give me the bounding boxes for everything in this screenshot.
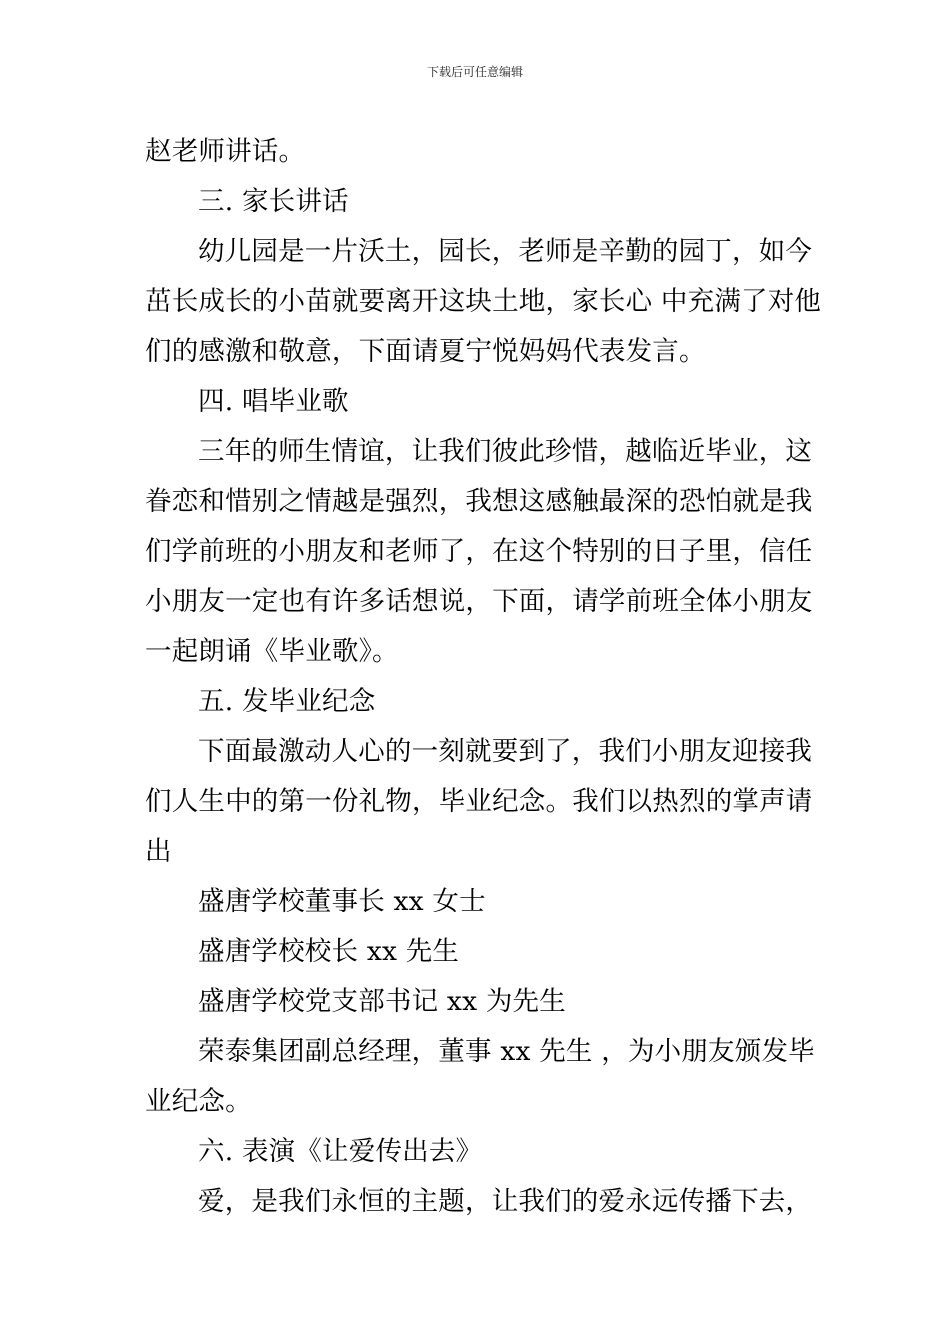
text-line: 幼儿园是一片沃土，园长，老师是辛勤的园丁，如今 bbox=[198, 236, 813, 267]
text-line: 们学前班的小朋友和老师了，在这个特别的日子里，信任 bbox=[145, 536, 813, 567]
text-line: 爱，是我们永恒的主题，让我们的爱永远传播下去， bbox=[198, 1186, 813, 1217]
guest-line: 荣泰集团副总经理，董事 xx 先生 ，为小朋友颁发毕 bbox=[198, 1036, 815, 1067]
text-line: 们的感激和敬意，下面请夏宁悦妈妈代表发言。 bbox=[145, 336, 706, 367]
text-line: 茁长成长的小苗就要离开这块土地，家长心 中充满了对他 bbox=[145, 286, 822, 317]
text-line: 眷恋和惜别之情越是强烈，我想这感触最深的恐怕就是我 bbox=[145, 486, 813, 517]
section-heading: 五. 发毕业纪念 bbox=[198, 686, 376, 717]
text-line: 业纪念。 bbox=[145, 1086, 252, 1117]
text-line: 赵老师讲话。 bbox=[145, 136, 306, 167]
section-heading: 六. 表演《让爱传出去》 bbox=[198, 1136, 483, 1167]
text-line: 三年的师生情谊，让我们彼此珍惜，越临近毕业，这 bbox=[198, 436, 813, 467]
text-line: 一起朗诵《毕业歌》。 bbox=[145, 636, 399, 667]
section-heading: 三. 家长讲话 bbox=[198, 186, 349, 217]
text-line: 下面最激动人心的一刻就要到了，我们小朋友迎接我 bbox=[198, 736, 813, 767]
document-body bbox=[145, 127, 822, 1227]
text-line: 们人生中的第一份礼物，毕业纪念。我们以热烈的掌声请 bbox=[145, 786, 813, 817]
guest-line: 盛唐学校党支部书记 xx 为先生 bbox=[198, 986, 566, 1017]
guest-line: 盛唐学校校长 xx 先生 bbox=[198, 936, 460, 967]
text-line: 出 bbox=[145, 836, 172, 867]
text-line: 小朋友一定也有许多话想说，下面，请学前班全体小朋友 bbox=[145, 586, 813, 617]
page-header: 下载后可任意编辑 bbox=[426, 65, 523, 79]
guest-line: 盛唐学校董事长 xx 女士 bbox=[198, 886, 486, 917]
section-heading: 四. 唱毕业歌 bbox=[198, 386, 349, 417]
